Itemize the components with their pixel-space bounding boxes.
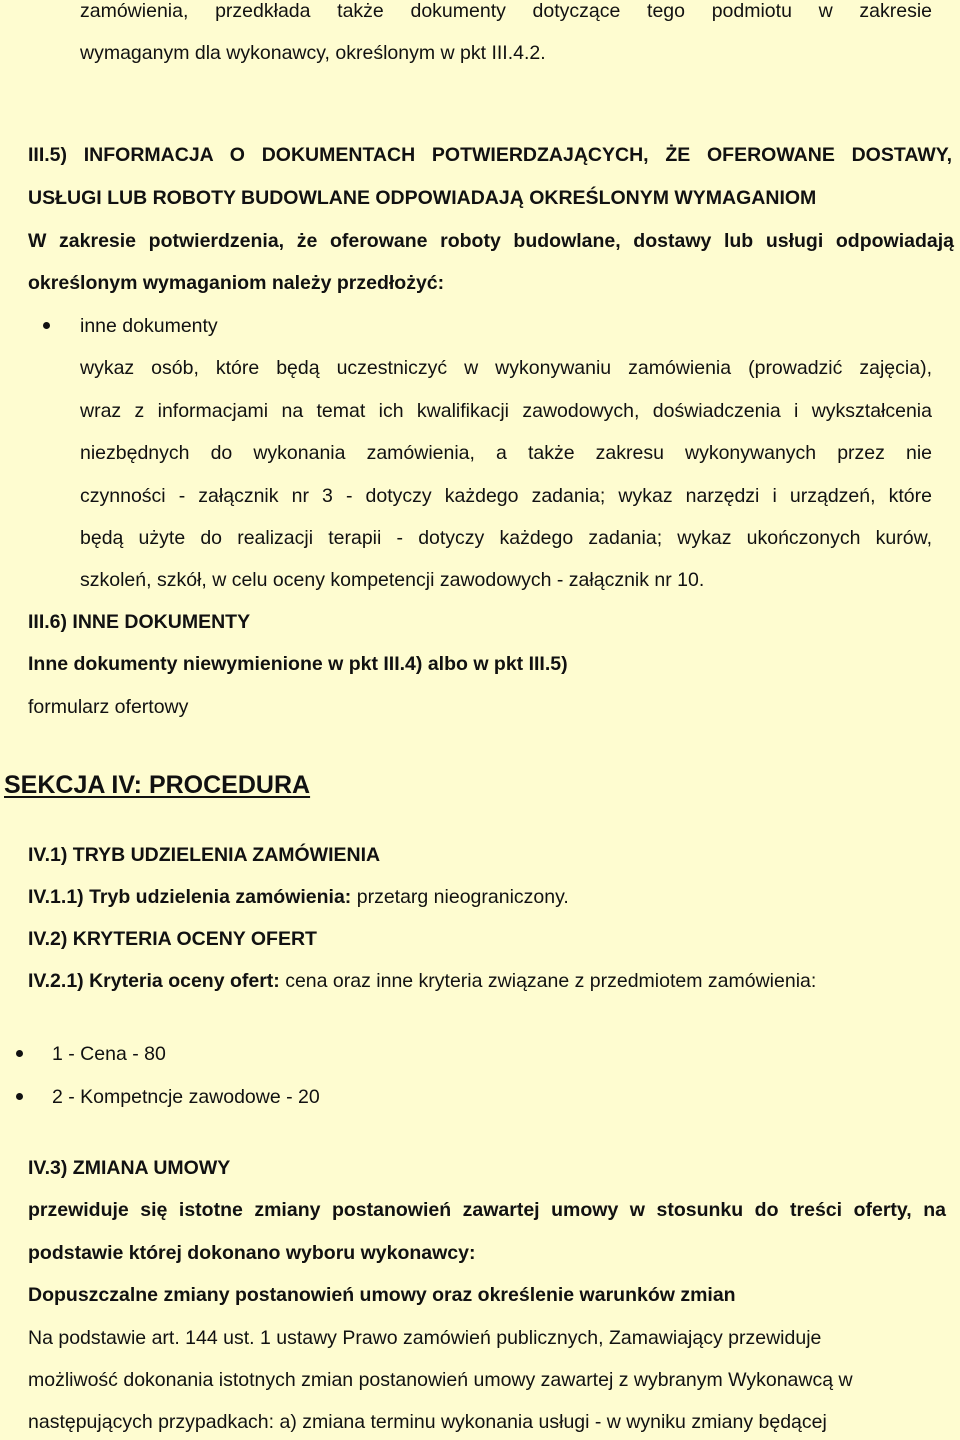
section-3-5-heading-line-2: USŁUGI LUB ROBOTY BUDOWLANE ODPOWIADAJĄ OKREŚLONYM WYMAGANIOM (28, 187, 817, 209)
section-3-5-text-line: czynności - załącznik nr 3 - dotyczy każdego zadania; wykaz narzędzi i urządzeń, które (80, 485, 932, 507)
section-3-5-text-line: wraz z informacjami na temat ich kwalifikacji zawodowych, doświadczenia i wykształcenia (80, 400, 932, 422)
intro-line-2: wymaganym dla wykonawcy, określonym w pkt III.4.2. (80, 42, 546, 64)
section-3-5-text-line: wykaz osób, które będą uczestniczyć w wykonywaniu zamówienia (prowadzić zajęcia), (80, 357, 932, 379)
criteria-item: 2 - Kompetncje zawodowe - 20 (52, 1086, 320, 1108)
section-3-6-text: formularz ofertowy (28, 696, 189, 718)
bullet-icon (16, 1050, 23, 1057)
iv11-row (28, 884, 569, 910)
section-3-5-text-line: będą użyte do realizacji terapii - dotyczy każdego zadania; wykaz ukończonych kurów, (80, 527, 932, 549)
iv21-value: cena oraz inne kryteria związane z przedmiotem zamówienia: (279, 970, 817, 992)
iv21-label: IV.2.1) Kryteria oceny ofert: (28, 970, 280, 992)
section-3-6-sub: Inne dokumenty niewymienione w pkt III.4) albo w pkt III.5) (28, 653, 568, 675)
intro-line-1: zamówienia, przedkłada także dokumenty dotyczące tego podmiotu w zakresie (80, 0, 932, 22)
bullet-icon (16, 1093, 23, 1100)
iv1-heading: IV.1) TRYB UDZIELENIA ZAMÓWIENIA (28, 844, 381, 866)
iv3-line-1: przewiduje się istotne zmiany postanowień zawartej umowy w stosunku do treści oferty, na (28, 1199, 946, 1221)
section-3-5-heading-line-1: III.5) INFORMACJA O DOKUMENTACH POTWIERDZAJĄCYCH, ŻE OFEROWANE DOSTAWY, (28, 144, 952, 166)
iv3-heading: IV.3) ZMIANA UMOWY (28, 1157, 231, 1179)
iv11-value: przetarg nieograniczony. (351, 886, 569, 908)
iv3-text-line: następujących przypadkach: a) zmiana terminu wykonania usługi - w wyniku zmiany będącej (28, 1411, 827, 1433)
criteria-item: 1 - Cena - 80 (52, 1043, 166, 1065)
section-3-5-sub-line-1: W zakresie potwierdzenia, że oferowane roboty budowlane, dostawy lub usługi odpowiadają (28, 230, 954, 252)
iv3-sub: Dopuszczalne zmiany postanowień umowy oraz określenie warunków zmian (28, 1284, 736, 1306)
iv3-text-line: Na podstawie art. 144 ust. 1 ustawy Prawo zamówień publicznych, Zamawiający przewiduje (28, 1327, 822, 1349)
iv11-label: IV.1.1) Tryb udzielenia zamówienia: (28, 886, 352, 908)
bullet-icon (43, 322, 50, 329)
iv3-text-line: możliwość dokonania istotnych zmian postanowień umowy zawartej z wybranym Wykonawcą w (28, 1369, 853, 1391)
iv21-row (28, 968, 816, 994)
iv3-line-2: podstawie której dokonano wyboru wykonawcy: (28, 1242, 476, 1264)
section-3-5-text-line: niezbędnych do wykonania zamówienia, a także zakresu wykonywanych przez nie (80, 442, 932, 464)
section-3-5-sub-line-2: określonym wymaganiom należy przedłożyć: (28, 272, 445, 294)
iv2-heading: IV.2) KRYTERIA OCENY OFERT (28, 928, 317, 950)
section-3-6-heading: III.6) INNE DOKUMENTY (28, 611, 251, 633)
bullet-label: inne dokumenty (80, 315, 218, 337)
section-4-title: SEKCJA IV: PROCEDURA (4, 771, 311, 799)
section-3-5-text-line: szkoleń, szkół, w celu oceny kompetencji zawodowych - załącznik nr 10. (80, 569, 705, 591)
